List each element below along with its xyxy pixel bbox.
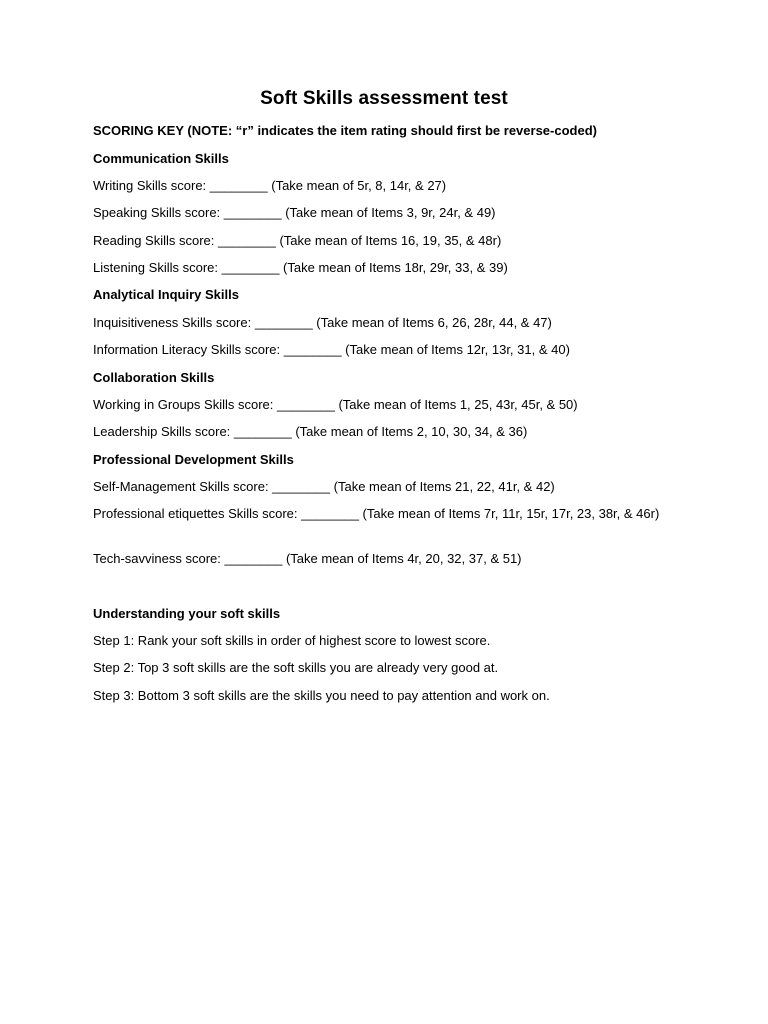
score-line-professional-etiquettes: Professional etiquettes Skills score: ________ (Take mean of Items 7r, 11r, 15r, 17r, 23, 38r, & 46r) bbox=[93, 506, 660, 521]
section-heading-professional-development: Professional Development Skills bbox=[93, 452, 294, 467]
document-title: Soft Skills assessment test bbox=[260, 88, 508, 109]
section-heading-analytical-inquiry: Analytical Inquiry Skills bbox=[93, 287, 239, 302]
score-line-tech-savviness: Tech-savviness score: ________ (Take mean of Items 4r, 20, 32, 37, & 51) bbox=[93, 551, 522, 566]
score-line-information-literacy: Information Literacy Skills score: ________ (Take mean of Items 12r, 13r, 31, & 40) bbox=[93, 342, 570, 357]
section-heading-collaboration: Collaboration Skills bbox=[93, 370, 215, 385]
score-line-leadership: Leadership Skills score: ________ (Take mean of Items 2, 10, 30, 34, & 36) bbox=[93, 424, 528, 439]
step-1-text: Step 1: Rank your soft skills in order of highest score to lowest score. bbox=[93, 633, 491, 648]
understanding-heading: Understanding your soft skills bbox=[93, 606, 281, 621]
score-line-reading: Reading Skills score: ________ (Take mean of Items 16, 19, 35, & 48r) bbox=[93, 233, 502, 248]
score-line-working-in-groups: Working in Groups Skills score: ________ (Take mean of Items 1, 25, 43r, 45r, & 50) bbox=[93, 397, 578, 412]
score-line-speaking: Speaking Skills score: ________ (Take mean of Items 3, 9r, 24r, & 49) bbox=[93, 205, 496, 220]
section-heading-communication: Communication Skills bbox=[93, 151, 229, 166]
step-3-text: Step 3: Bottom 3 soft skills are the skills you need to pay attention and work on. bbox=[93, 688, 550, 703]
score-line-listening: Listening Skills score: ________ (Take mean of Items 18r, 29r, 33, & 39) bbox=[93, 260, 508, 275]
scoring-key-note: SCORING KEY (NOTE: “r” indicates the item rating should first be reverse-coded) bbox=[93, 123, 597, 138]
step-2-text: Step 2: Top 3 soft skills are the soft skills you are already very good at. bbox=[93, 660, 499, 675]
score-line-self-management: Self-Management Skills score: ________ (Take mean of Items 21, 22, 41r, & 42) bbox=[93, 479, 555, 494]
score-line-writing: Writing Skills score: ________ (Take mean of 5r, 8, 14r, & 27) bbox=[93, 178, 447, 193]
score-line-inquisitiveness: Inquisitiveness Skills score: ________ (Take mean of Items 6, 26, 28r, 44, & 47) bbox=[93, 315, 552, 330]
